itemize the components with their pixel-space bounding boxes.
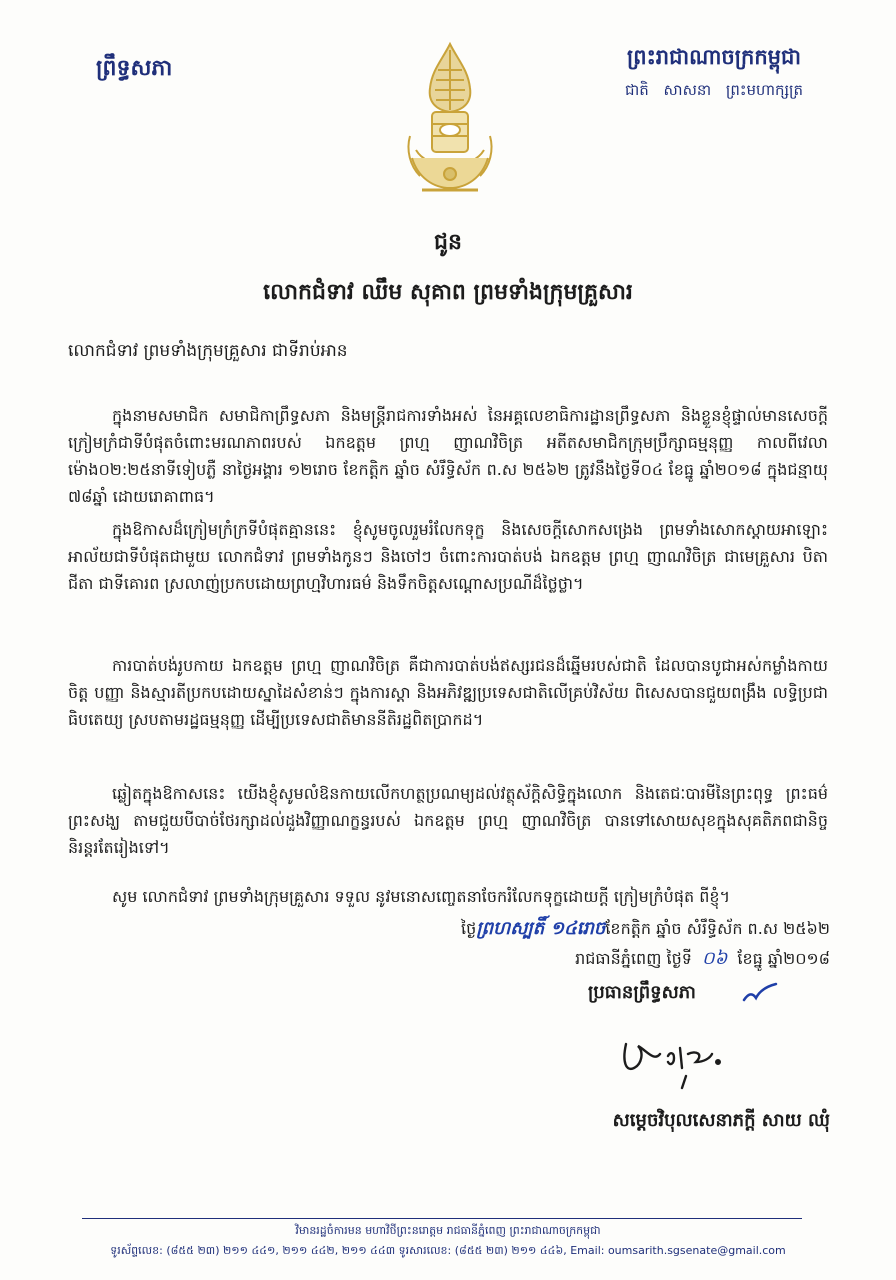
approval-tick-icon: [740, 980, 780, 1008]
handwritten-signature-icon: [616, 1032, 756, 1092]
body-paragraph-1: ក្នុងនាមសមាជិក សមាជិកាព្រឹទ្ធសភា និងមន្ត្រីរាជការទាំងអស់ នៃអគ្គលេខាធិការដ្ឋានព្រឹទ្ធសភា និងខ្លួនខ្ញុំផ្ទាល់មានសេចក្តីក្រៀមក្រំជាទីបំផុតចំពោះមរណភាពរបស់ ឯកឧត្តម ព្រហ្ម ញាណវិចិត្រ អតីតសមាជិកក្រុមប្រឹក្សាធម្មនុញ្ញ កាលពីវេលាម៉ោង០២:២៥នាទីទៀបភ្លឺ នាថ្ងៃអង្គារ ១២រោច ខែកត្តិក ឆ្នាំច សំរឹទ្ធិស័ក ព.ស ២៥៦២ ត្រូវនឹងថ្ងៃទី០៤ ខែធ្នូ ឆ្នាំ២០១៨ ក្នុងជន្មាយុ ៧៨ឆ្នាំ ដោយរោគាពាធ។: [68, 406, 828, 506]
signer-role: ប្រធានព្រឹទ្ធសភា: [588, 982, 696, 1003]
kingdom-motto: ជាតិ សាសនា ព្រះមហាក្សត្រ: [624, 81, 804, 99]
body-paragraph-2: ក្នុងឱកាសដ៏ក្រៀមក្រំក្រទីបំផុតគ្មាននេះ ខ្ញុំសូមចូលរួមរំលែកទុក្ខ និងសេចក្តីសោកសង្រេង ព្រមទាំងសោកស្តាយអាឡោះអាល័យជាទីបំផុតជាមួយ លោកជំទាវ ព្រមទាំងកូនៗ និងចៅៗ ចំពោះការបាត់បង់ ឯកឧត្តម ព្រហ្ម ញាណវិចិត្រ ជាមេគ្រួសារ បិតា ជីតា ជាទីគោរព ស្រលាញ់ប្រកបដោយព្រហ្មវិហារធម៌ និងទឹកចិត្តសណ្តោសប្រណីដ៏ថ្លៃថ្លា។: [68, 520, 828, 593]
royal-arms-emblem-icon: [402, 40, 498, 200]
salutation: លោកជំទាវ ព្រមទាំងក្រុមគ្រួសារ ជាទីរាប់អាន: [68, 341, 348, 361]
kingdom-name: ព្រះរាជាណាចក្រកម្ពុជា: [626, 44, 801, 69]
senate-header-title: ព្រឹទ្ធសភា: [96, 55, 173, 81]
civil-date-handwritten-day: ០៦: [701, 948, 728, 969]
recipient-name: លោកជំទាវ ឈឹម សុគាព ព្រមទាំងក្រុមគ្រួសារ: [263, 279, 633, 305]
body-paragraph-4: ឆ្លៀតក្នុងឱកាសនេះ យើងខ្ញុំសូមលំឱនកាយលើកហត្ថប្រណម្យដល់វត្ថុស័ក្តិសិទ្ធិក្នុងលោក និងតេជៈបារមីនៃព្រះពុទ្ធ ព្រះធម៌ ព្រះសង្ឃ តាមជួយបីបាច់ថែរក្សាដល់ដួងវិញ្ញាណក្ខន្ធរបស់ ឯកឧត្តម ព្រហ្ម ញាណវិចិត្រ បានទៅសោយសុខក្នុងសុគតិភពជានិច្ចនិរន្តរតែរៀងទៅ។: [68, 784, 828, 857]
civil-date-line: [0, 946, 830, 973]
civil-date-prefix: រាជធានីភ្នំពេញ ថ្ងៃទី: [575, 949, 692, 968]
body-paragraph-3: ការបាត់បង់រូបកាយ ឯកឧត្តម ព្រហ្ម ញាណវិចិត្រ គឺជាការបាត់បង់ឥស្សរជនដ៏ឆ្នើមរបស់ជាតិ ដែលបានបូជាអស់កម្លាំងកាយចិត្ត បញ្ញា និងស្មារតីប្រកបដោយស្នាដៃសំខាន់ៗ ក្នុងការស្តា និងអភិវឌ្ឍប្រទេសជាតិលើគ្រប់វិស័យ ពិសេសបានជួយពង្រឹង លទ្ធិប្រជាធិបតេយ្យ ស្របតាមរដ្ឋធម្មនុញ្ញ ដើម្បីប្រទេសជាតិមាននីតិរដ្ឋពិតប្រាកដ។: [68, 656, 828, 729]
footer-divider: [82, 1218, 802, 1219]
footer-contact: ទូរស័ព្ទលេខ: (៨៥៥ ២៣) ២១១ ៤៤១, ២១១ ៤៤២, ២១១ ៤៤៣ ទូរសារលេខ: (៨៥៥ ២៣) ២១១ ៤៤៦, Email: oumsarith.sgsenate@gmail.com: [110, 1244, 786, 1257]
lunar-date-line: [0, 916, 830, 943]
lunar-date-suffix: ខែកត្តិក ឆ្នាំច សំរឹទ្ធិស័ក ព.ស ២៥៦២: [605, 919, 830, 938]
lunar-date-prefix: ថ្ងៃ: [461, 919, 477, 938]
kingdom-header: [604, 44, 824, 103]
closing-line: សូម លោកជំទាវ ព្រមទាំងក្រុមគ្រួសារ ទទួល នូវមនោសញ្ចេតនាចែករំលែកទុក្ខដោយក្តី ក្រៀមក្រំបំផុត ពីខ្ញុំ។: [112, 887, 731, 906]
recipient-label: ជូន: [434, 229, 462, 255]
footer-address: វិមានរដ្ឋចំការមន មហាវិថីព្រះនរោត្តម រាជធានីភ្នំពេញ ព្រះរាជាណាចក្រកម្ពុជា: [295, 1224, 601, 1237]
lunar-date-handwritten: ព្រហស្បតិ៍ ១៤រោច: [476, 918, 606, 939]
signer-name: សម្តេចវិបុលសេនាភក្តី សាយ ឈុំ: [612, 1110, 830, 1131]
civil-date-suffix: ខែធ្នូ ឆ្នាំ២០១៨: [737, 949, 830, 968]
